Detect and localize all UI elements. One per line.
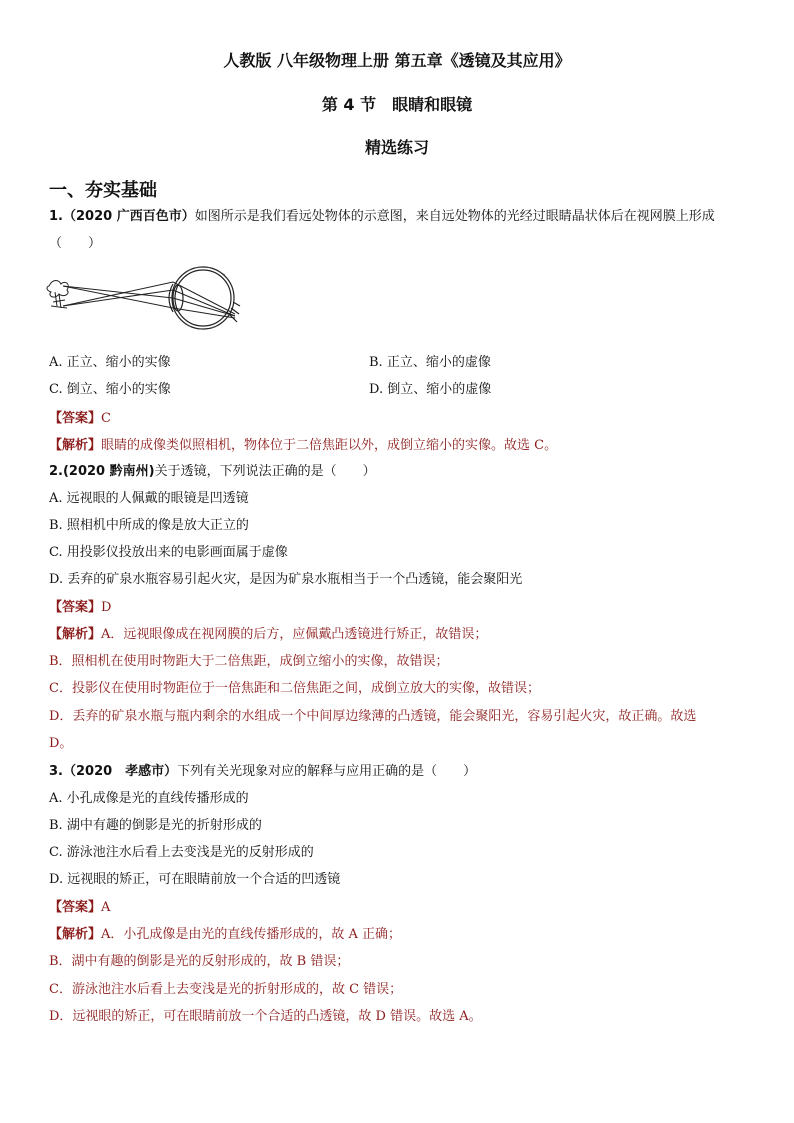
document-title: 人教版 八年级物理上册 第五章《透镜及其应用》 bbox=[223, 51, 571, 70]
answer-tag: 【答案】 bbox=[49, 900, 102, 915]
q2-analysis-b: B．照相机在使用时物距大于二倍焦距，成倒立缩小的实像，故错误； bbox=[49, 654, 449, 669]
q1-source: （2020 广西百色市） bbox=[62, 209, 195, 224]
part-heading: 一、夯实基础 bbox=[49, 180, 157, 201]
analysis-tag: 【解析】 bbox=[49, 927, 102, 942]
q1-answer bbox=[49, 410, 111, 428]
q1-option-c: C. 倒立、缩小的实像 bbox=[49, 382, 171, 397]
q2-option-c: C. 用投影仪投放出来的电影画面属于虚像 bbox=[49, 545, 288, 560]
q2-stem bbox=[49, 463, 376, 481]
q3-stem bbox=[49, 763, 476, 781]
q2-analysis-d: D．丢弃的矿泉水瓶与瓶内剩余的水组成一个中间厚边缘薄的凸透镜，能会聚阳光，容易引起火灾，故正确。故选 bbox=[49, 709, 697, 724]
q3-source: （2020 孝感市） bbox=[62, 764, 178, 779]
q2-number: 2. bbox=[49, 464, 63, 479]
q2-option-b: B. 照相机中所成的像是放大正立的 bbox=[49, 518, 249, 533]
q2-analysis-c: C．投影仪在使用时物距位于一倍焦距和二倍焦距之间，成倒立放大的实像，故错误； bbox=[49, 681, 540, 696]
q3-analysis-line-a: A．小孔成像是由光的直线传播形成的，故 A 正确； bbox=[101, 927, 402, 942]
q3-answer-value: A bbox=[101, 900, 111, 915]
q1-answer-value: C bbox=[101, 411, 111, 426]
q2-option-d: D. 丢弃的矿泉水瓶容易引起火灾，是因为矿泉水瓶相当于一个凸透镜，能会聚阳光 bbox=[49, 572, 523, 587]
q1-stem bbox=[49, 208, 715, 226]
q3-option-d: D. 远视眼的矫正，可在眼睛前放一个合适的凹透镜 bbox=[49, 872, 341, 887]
q3-option-b: B. 湖中有趣的倒影是光的折射形成的 bbox=[49, 818, 262, 833]
q2-analysis-line-a: A．远视眼像成在视网膜的后方，应佩戴凸透镜进行矫正，故错误； bbox=[101, 627, 488, 642]
q1-analysis bbox=[49, 437, 557, 455]
q2-answer bbox=[49, 599, 111, 617]
subtitle: 精选练习 bbox=[364, 138, 429, 157]
eye-diagram-icon bbox=[45, 262, 241, 332]
section-title: 第 4 节 眼睛和眼镜 bbox=[321, 95, 473, 114]
q1-option-a: A. 正立、缩小的实像 bbox=[49, 355, 171, 370]
q2-answer-value: D bbox=[101, 600, 112, 615]
q2-analysis-a bbox=[49, 626, 487, 644]
q1-option-d: D. 倒立、缩小的虚像 bbox=[369, 382, 492, 397]
analysis-tag: 【解析】 bbox=[49, 438, 102, 453]
q2-option-a: A. 远视眼的人佩戴的眼镜是凹透镜 bbox=[49, 491, 249, 506]
q2-source: (2020 黔南州) bbox=[62, 464, 155, 479]
q3-stem-text: 下列有关光现象对应的解释与应用正确的是（ ） bbox=[177, 764, 477, 779]
q3-analysis-b: B．湖中有趣的倒影是光的反射形成的，故 B 错误； bbox=[49, 954, 350, 969]
q3-analysis-a bbox=[49, 926, 401, 944]
q3-option-c: C. 游泳池注水后看上去变浅是光的反射形成的 bbox=[49, 845, 314, 860]
q3-analysis-c: C．游泳池注水后看上去变浅是光的折射形成的，故 C 错误； bbox=[49, 982, 403, 997]
q2-stem-text: 关于透镜，下列说法正确的是（ ） bbox=[154, 464, 376, 479]
answer-tag: 【答案】 bbox=[49, 600, 102, 615]
answer-tag: 【答案】 bbox=[49, 411, 102, 426]
q1-stem-text: 如图所示是我们看远处物体的示意图，来自远处物体的光经过眼睛晶状体后在视网膜上形成 bbox=[194, 209, 715, 224]
q3-option-a: A. 小孔成像是光的直线传播形成的 bbox=[49, 791, 249, 806]
q1-analysis-text: 眼睛的成像类似照相机，物体位于二倍焦距以外，成倒立缩小的实像。故选 C。 bbox=[101, 438, 558, 453]
analysis-tag: 【解析】 bbox=[49, 627, 102, 642]
q3-answer bbox=[49, 899, 110, 917]
q1-option-b: B. 正立、缩小的虚像 bbox=[369, 355, 491, 370]
q1-number: 1. bbox=[49, 209, 63, 224]
q1-blank: （ ） bbox=[49, 236, 102, 251]
q3-analysis-d: D．远视眼的矫正，可在眼睛前放一个合适的凸透镜，故 D 错误。故选 A。 bbox=[49, 1009, 482, 1024]
q2-analysis-d-cont: D。 bbox=[49, 736, 73, 751]
q3-number: 3. bbox=[49, 764, 63, 779]
